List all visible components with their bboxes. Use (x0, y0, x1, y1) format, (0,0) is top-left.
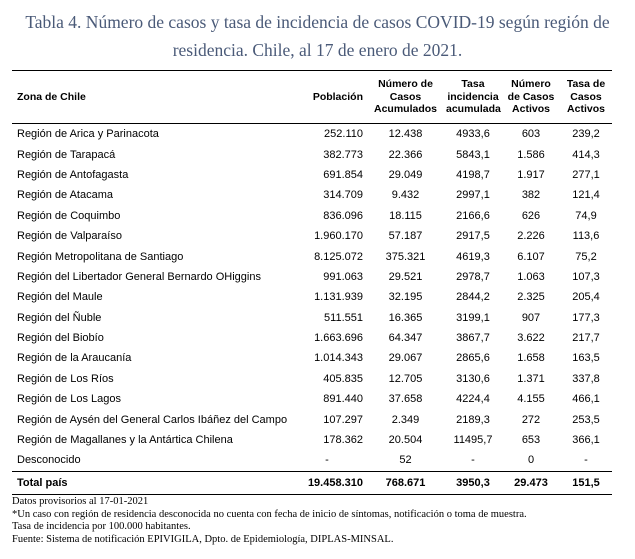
cell-rate: 2166,6 (456, 209, 490, 222)
cell-active-rate: 121,4 (572, 189, 600, 202)
cell-zone: Región de Aysén del General Carlos Ibáñez del Campo (17, 413, 288, 426)
cell-rate: 4933,6 (456, 128, 490, 141)
cell-rate: 2978,7 (456, 270, 490, 283)
cell-active-rate-total: 151,5 (560, 471, 612, 494)
cell-active-rate: 337,8 (572, 372, 600, 385)
table-row (12, 246, 612, 266)
cell-active: 907 (521, 311, 541, 324)
cell-population: 8.125.072 (314, 250, 363, 263)
cell-zone: Región del Maule (17, 291, 103, 304)
cell-active-rate: 107,3 (572, 270, 600, 283)
cell-active-rate: 277,1 (572, 168, 600, 181)
cell-active-rate: 366,1 (572, 434, 600, 447)
header-active-rate-line: Tasa de (566, 78, 606, 91)
cell-active: 626 (521, 209, 541, 222)
cell-population: 178.362 (323, 434, 363, 447)
cell-population: 691.854 (323, 168, 363, 181)
cell-rate: 3130,6 (456, 372, 490, 385)
cell-zone: Región del Ñuble (17, 311, 102, 324)
table-row (12, 308, 612, 328)
cell-active-rate: 205,4 (572, 291, 600, 304)
cell-cases: 12.705 (388, 372, 423, 385)
table-header (12, 71, 612, 124)
header-zone: Zona de Chile (12, 71, 287, 124)
cell-active: 6.107 (517, 250, 545, 263)
cell-zone: Región de Arica y Parinacota (17, 128, 159, 141)
cell-rate-total: 3950,3 (444, 471, 502, 494)
cell-rate: 4224,4 (456, 393, 490, 406)
cell-active: 1.586 (517, 148, 545, 161)
table-row (12, 267, 612, 287)
cell-cases: 29.067 (388, 352, 423, 365)
cell-rate: 2997,1 (456, 189, 490, 202)
cell-population: 891.440 (323, 393, 363, 406)
table-title-line-1: Tabla 4. Número de casos y tasa de incidencia de casos COVID-19 según región de (25, 12, 610, 32)
cell-zone: Región de Antofagasta (17, 168, 129, 181)
table-row (12, 165, 612, 185)
note-rate-unit: Tasa de incidencia por 100.000 habitantes. (12, 521, 191, 533)
cell-rate: 11495,7 (453, 434, 493, 447)
cell-population: 1.131.939 (314, 291, 363, 304)
cell-rate: 4198,7 (456, 168, 490, 181)
cell-zone: Desconocido (17, 454, 81, 467)
cell-active-total: 29.473 (502, 471, 560, 494)
cell-active: 603 (521, 128, 541, 141)
cell-population: 1.014.343 (314, 352, 363, 365)
table-notes (12, 496, 627, 546)
cell-cases: 12.438 (388, 128, 423, 141)
header-active-rate (560, 71, 612, 124)
cell-population: 405.835 (323, 372, 363, 385)
cell-zone: Región de Atacama (17, 189, 114, 202)
table-row (12, 328, 612, 348)
cell-active: 1.658 (517, 352, 545, 365)
cell-zone: Región de Los Lagos (17, 393, 121, 406)
cell-active: 382 (521, 189, 541, 202)
cell-cases: 20.504 (388, 434, 423, 447)
cell-population: 107.297 (323, 413, 363, 426)
cell-active-rate: 74,9 (575, 209, 597, 222)
table-row (12, 185, 612, 205)
cell-zone: Región de Tarapacá (17, 148, 116, 161)
cell-zone: Región del Libertador General Bernardo OHiggins (17, 270, 261, 283)
cell-cases: 57.187 (388, 230, 423, 243)
header-cases-line: Número de (378, 78, 433, 91)
cell-population: 382.773 (323, 148, 363, 161)
cell-cases: 9.432 (391, 189, 420, 202)
cell-cases: 2.349 (391, 413, 420, 426)
cell-rate: 5843,1 (456, 148, 490, 161)
cell-zone: Región de Coquimbo (17, 209, 121, 222)
cell-rate: 3867,7 (456, 332, 490, 345)
cell-rate: 2844,2 (456, 291, 490, 304)
table-row (12, 287, 612, 307)
cell-active-rate: 466,1 (572, 393, 600, 406)
cell-population: - (325, 454, 329, 467)
header-active-line: de Casos (507, 90, 555, 103)
cell-population: 836.096 (323, 209, 363, 222)
cell-active: 1.917 (517, 168, 545, 181)
note-source: Fuente: Sistema de notificación EPIVIGILA, Dpto. de Epidemiología, DIPLAS-MINSAL. (12, 533, 394, 545)
header-rate (444, 71, 502, 124)
table-title (0, 8, 635, 64)
cell-active-rate: - (584, 454, 588, 467)
cell-cases: 18.115 (389, 209, 422, 222)
cell-cases: 16.365 (388, 311, 423, 324)
cell-population: 1.960.170 (314, 230, 363, 243)
cell-active-rate: 163,5 (572, 352, 600, 365)
table-row (12, 389, 612, 409)
cell-active-rate: 253,5 (572, 413, 600, 426)
cell-zone: Región de Magallanes y la Antártica Chilena (17, 434, 233, 447)
cell-cases: 64.347 (388, 332, 423, 345)
cell-zone: Región Metropolitana de Santiago (17, 250, 184, 263)
header-active-line: Número (511, 78, 551, 91)
cell-active-rate: 217,7 (572, 332, 600, 345)
header-active-line: Activos (512, 103, 550, 116)
header-active (502, 71, 560, 124)
cell-rate: 2917,5 (456, 230, 490, 243)
header-cases-line: Casos (389, 90, 422, 103)
cell-active-rate: 177,3 (572, 311, 600, 324)
cell-active: 1.063 (517, 270, 545, 283)
table-row (12, 450, 612, 471)
cell-cases: 32.195 (388, 291, 423, 304)
cell-zone: Región del Biobío (17, 332, 104, 345)
cell-cases: 22.366 (388, 148, 423, 161)
header-cases-line: Acumulados (373, 103, 437, 116)
table-row (12, 409, 612, 429)
covid-cases-table (12, 70, 612, 495)
cell-rate: 4619,3 (456, 250, 490, 263)
table-row (12, 348, 612, 368)
cell-population: 511.551 (324, 311, 363, 324)
cell-active: 0 (527, 454, 535, 467)
cell-cases: 29.049 (388, 168, 423, 181)
note-unknown-region: *Un caso con región de residencia desconocida no cuenta con fecha de inicio de síntomas, notificación o toma de muestra. (12, 508, 527, 520)
cell-population-total: 19.458.310 (287, 471, 367, 494)
cell-zone: Región de la Araucanía (17, 352, 132, 365)
cell-rate: 2865,6 (456, 352, 490, 365)
header-rate-line: acumulada (446, 103, 501, 116)
cell-cases: 29.521 (388, 270, 423, 283)
table-row (12, 124, 612, 145)
table-row (12, 430, 612, 450)
table-title-line-2: residencia. Chile, al 17 de enero de 2021. (172, 40, 463, 60)
cell-population: 252.110 (324, 128, 363, 141)
cell-active-rate: 113,6 (572, 230, 600, 243)
cell-population: 991.063 (323, 270, 363, 283)
table-row (12, 369, 612, 389)
cell-zone: Región de Los Ríos (17, 372, 114, 385)
header-rate-line: incidencia (447, 90, 499, 103)
cell-active-rate: 239,2 (572, 128, 600, 141)
header-active-rate-line: Activos (567, 103, 605, 116)
table-row (12, 226, 612, 246)
cell-rate: - (471, 454, 475, 467)
table-row (12, 206, 612, 226)
header-active-rate-line: Casos (570, 90, 602, 103)
cell-population: 1.663.696 (314, 332, 363, 345)
cell-rate: 3199,1 (456, 311, 490, 324)
cell-zone: Región de Valparaíso (17, 230, 122, 243)
cell-active-rate: 414,3 (572, 148, 600, 161)
cell-active: 4.155 (517, 393, 545, 406)
cell-cases: 375.321 (385, 250, 426, 263)
header-cases (367, 71, 444, 124)
cell-rate: 2189,3 (456, 413, 490, 426)
table-row (12, 144, 612, 164)
cell-population: 314.709 (323, 189, 363, 202)
cell-cases-total: 768.671 (367, 471, 444, 494)
cell-active-rate: 75,2 (575, 250, 597, 263)
cell-zone-total: Total país (12, 471, 287, 494)
note-provisional: Datos provisorios al 17-01-2021 (12, 496, 149, 507)
cell-active: 653 (521, 434, 541, 447)
cell-active: 2.226 (517, 230, 545, 243)
table-body (12, 124, 612, 495)
cell-active: 2.325 (517, 291, 545, 304)
header-population: Población (287, 71, 367, 124)
cell-active: 1.371 (517, 372, 545, 385)
cell-active: 3.622 (517, 332, 545, 345)
total-row (12, 471, 612, 494)
cell-active: 272 (521, 413, 541, 426)
cell-cases: 37.658 (388, 393, 423, 406)
cell-cases: 52 (399, 454, 412, 467)
header-rate-line: Tasa (461, 78, 485, 91)
header-row (12, 71, 612, 124)
